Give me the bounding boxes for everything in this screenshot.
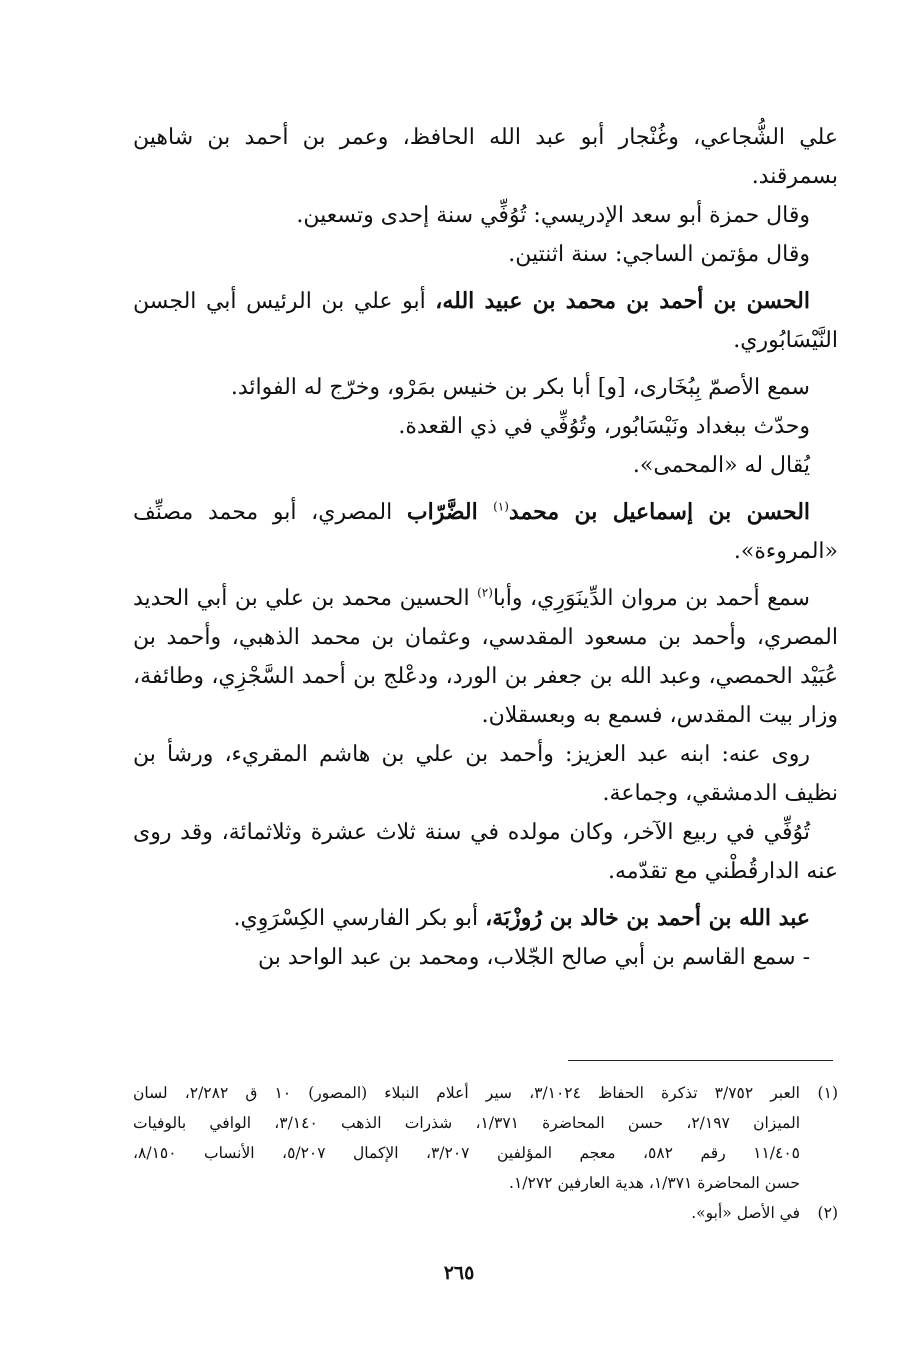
- paragraph: علي الشُّجاعي، وغُنْجار أبو عبد الله الحافظ، وعمر بن أحمد بن شاهين بسمرقند.: [133, 125, 838, 189]
- entry-name: عبد الله بن أحمد بن خالد بن رُوزْبَة،: [485, 905, 810, 931]
- footnote-number: (٢): [817, 1204, 838, 1222]
- main-text: [133, 118, 838, 977]
- paragraph: وحدّث ببغداد ونَيْسَابُور، وتُوُفِّي في ذي القعدة.: [398, 414, 810, 439]
- footnote-text: [133, 1078, 800, 1198]
- page-number: ٢٦٥: [443, 1262, 475, 1284]
- footnote: [133, 1198, 838, 1228]
- footnote-line: ١١/٤٠٥ رقم ٥٨٢، معجم المؤلفين ٣/٢٠٧، الإكمال ٥/٢٠٧، الأنساب ٨/١٥٠،: [133, 1144, 800, 1162]
- entry-heading: [133, 899, 838, 938]
- entry-heading: [133, 282, 838, 360]
- paragraph: تُوُفِّي في ربيع الآخر، وكان مولده في سنة ثلاث عشرة وثلاثمائة، وقد روى عنه الدارقُطْني مع تقدّمه.: [133, 820, 838, 884]
- paragraph: روى عنه: ابنه عبد العزيز: وأحمد بن علي بن هاشم المقريء، ورشأ بن نظيف الدمشقي، وجماعة.: [133, 742, 838, 806]
- footnote-number: (١): [817, 1084, 838, 1102]
- dash-mark: -: [802, 945, 810, 970]
- footnote-line: حسن المحاضرة ١/٣٧١، هدية العارفين ١/٢٧٢.: [509, 1174, 800, 1192]
- entry-name: الحسن بن إسماعيل بن محمد: [508, 499, 811, 525]
- entry-heading: [133, 493, 838, 571]
- footnote: [133, 1078, 838, 1198]
- entry-description: أبو بكر الفارسي الكِسْرَوِي.: [233, 906, 486, 931]
- text-run: الحسين محمد بن علي بن أبي الحديد المصري، وأحمد بن مسعود المقدسي، وعثمان بن محمد الذهبي، وأحمد بن عُبَيْد الحمصي، وعبد الله بن جعفر بن الورد، ودعْلج بن أحمد السَّجْزِي، وطائفة، وزار بيت المقدس، فسمع به وبعسقلان.: [133, 586, 838, 728]
- paragraph: سمع الأصمّ بِبُخَارى، [و] أبا بكر بن خنيس بمَرْو، وخرّج له الفوائد.: [230, 375, 810, 400]
- entry-name: الحسن بن أحمد بن محمد بن عبيد الله،: [435, 288, 811, 314]
- paragraph: وقال مؤتمن الساجي: سنة اثنتين.: [508, 242, 810, 267]
- paragraph: وقال حمزة أبو سعد الإدريسي: تُوُفِّي سنة إحدى وتسعين.: [296, 203, 810, 228]
- footnote-line: في الأصل «أبو».: [691, 1204, 800, 1222]
- paragraph: [133, 579, 838, 735]
- text-run: سمع أحمد بن مروان الدِّينَوَرِي، وأبا: [492, 586, 810, 611]
- entry-description: المصري، أبو محمد مصنِّف «المروءة».: [133, 500, 838, 564]
- footnote-marker: (١): [493, 499, 509, 514]
- footnote-marker: (٢): [477, 585, 493, 600]
- paragraph: [133, 938, 838, 977]
- footnotes: [133, 1078, 838, 1228]
- text-run: سمع القاسم بن أبي صالح الجّلاب، ومحمد بن عبد الواحد بن: [257, 945, 796, 970]
- footnote-text: [133, 1198, 800, 1228]
- footnote-separator: [568, 1060, 833, 1061]
- paragraph: يُقال له «المحمى».: [632, 453, 810, 478]
- entry-name-part: الضَّرّاب: [406, 499, 494, 525]
- footnote-line: الميزان ٢/١٩٧، حسن المحاضرة ١/٣٧١، شذرات الذهب ٣/١٤٠، الوافي بالوفيات: [133, 1114, 800, 1132]
- entry-description: أبو علي بن الرئيس أبي الجسن النَّيْسَابُوري.: [133, 289, 838, 353]
- footnote-line: العبر ٣/٧٥٢ تذكرة الحفاظ ٣/١٠٢٤، سير أعلام النبلاء (المصور) ١٠ ق ٢/٢٨٢، لسان: [133, 1084, 800, 1102]
